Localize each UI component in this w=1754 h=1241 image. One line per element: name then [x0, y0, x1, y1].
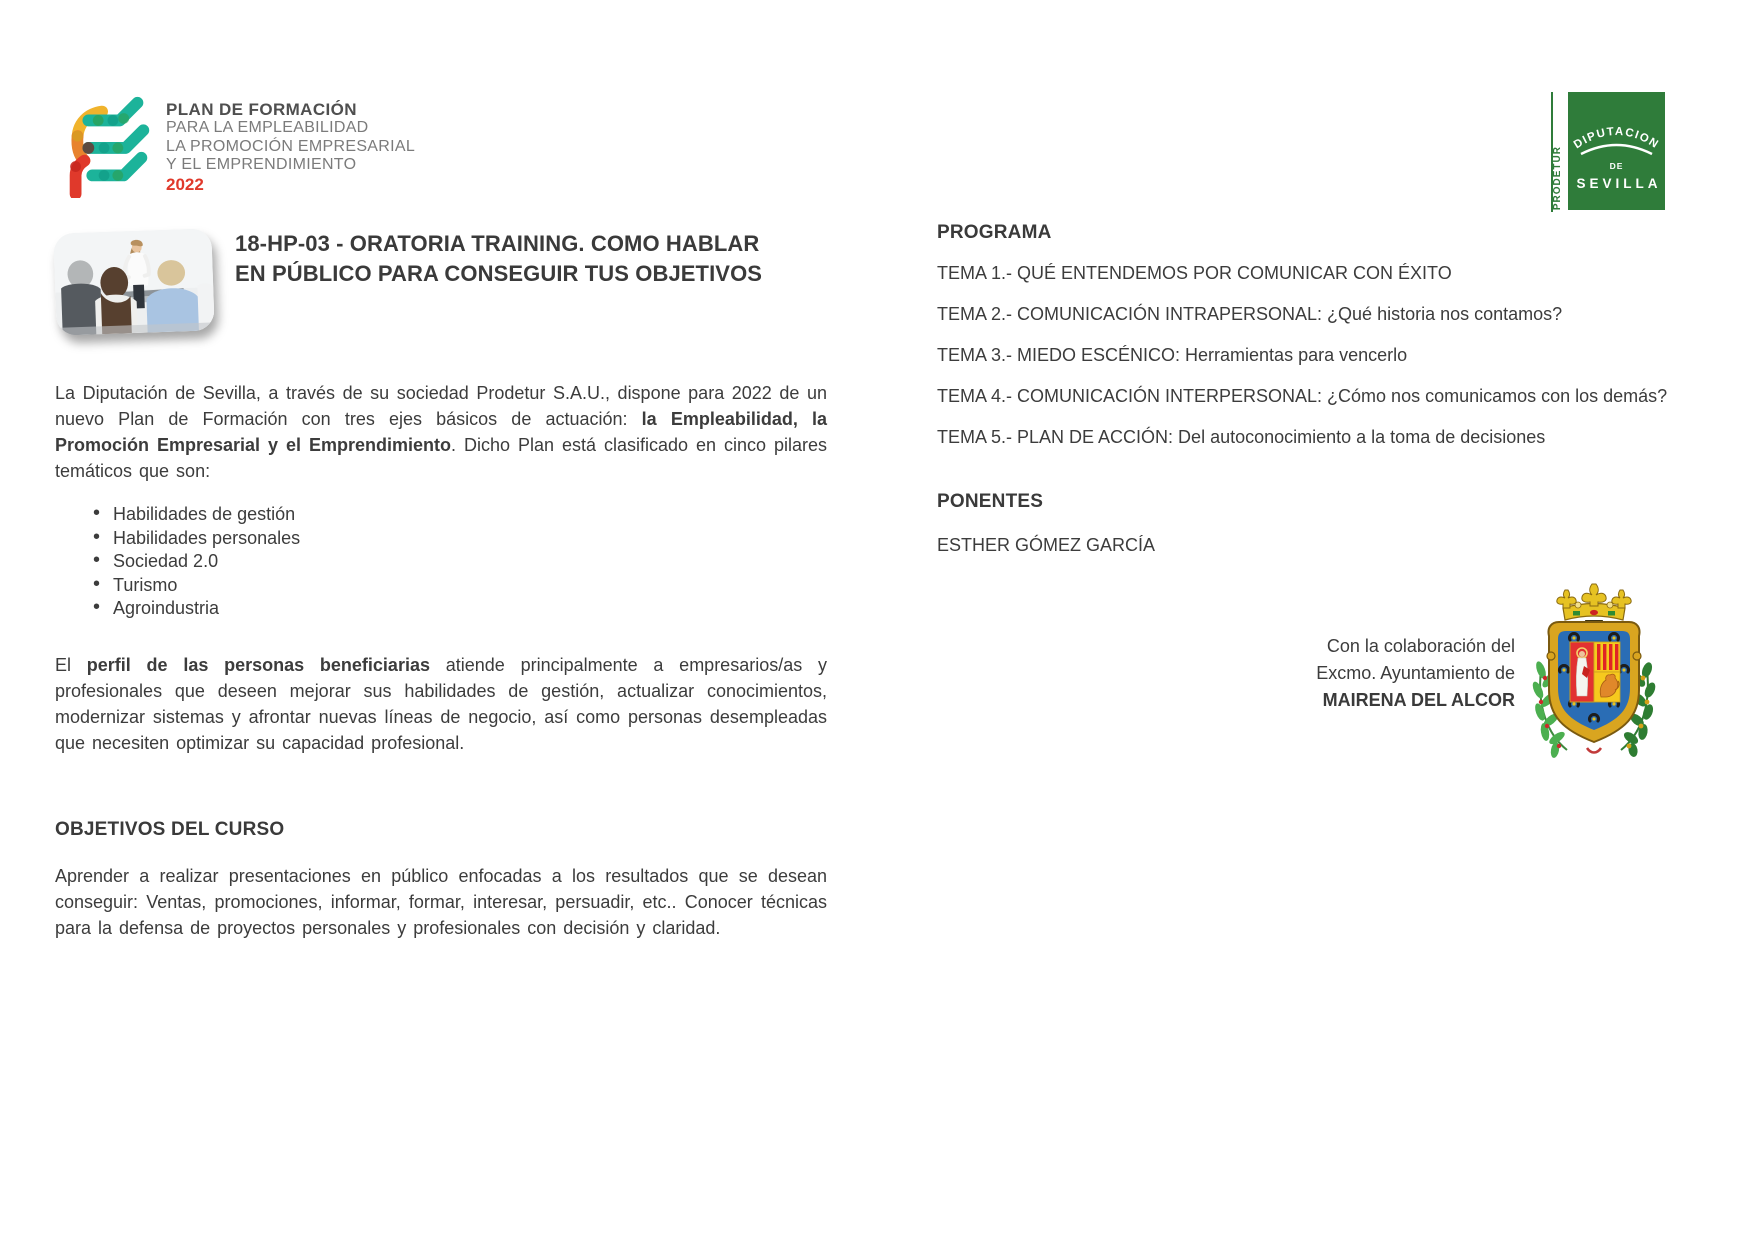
collaboration-municipality: MAIRENA DEL ALCOR	[1322, 690, 1515, 710]
tema-list	[937, 264, 1677, 447]
ponente-name: ESTHER GÓMEZ GARCÍA	[937, 535, 1156, 555]
pillar-item: • Turismo	[55, 574, 827, 598]
collaboration-line1: Con la colaboración del	[1326, 636, 1515, 656]
right-column	[937, 222, 1677, 556]
tema-item: TEMA 3.- MIEDO ESCÉNICO: Herramientas para vencerlo	[937, 345, 1408, 365]
pillar-item: • Sociedad 2.0	[55, 550, 827, 574]
pillar-item: • Agroindustria	[55, 597, 827, 621]
pillar-item: • Habilidades personales	[55, 527, 827, 551]
collaboration-line2: Excmo. Ayuntamiento de	[1316, 663, 1515, 683]
plan-formacion-logo	[58, 90, 415, 198]
coat-of-arms-icon	[1528, 578, 1660, 764]
course-title-line1: 18-HP-03 - ORATORIA TRAINING. COMO HABLAR	[235, 231, 760, 256]
profile-paragraph	[55, 652, 827, 756]
diputacion-sevilla-emblem	[1568, 92, 1665, 210]
ponentes-heading: PONENTES	[937, 491, 1044, 512]
objetivos-paragraph: Aprender a realizar presentaciones en público enfocadas a los resultados que se desean conseguir: Ventas, promociones, informar, formar, interesar, persuadir, etc.. Conocer técnicas para la defensa de proyectos personales y profesionales con decisión y claridad.	[55, 865, 827, 938]
intro-text-start: La Diputación de Sevilla, a través de su sociedad Prodetur S.A.U., dispone para 2022 de un nuevo Plan de Formación con tres ejes básicos de actuación:	[55, 383, 827, 429]
course-photo	[53, 228, 214, 335]
course-title-line2: EN PÚBLICO PARA CONSEGUIR TUS OBJETIVOS	[235, 261, 763, 286]
objetivos-heading: OBJETIVOS DEL CURSO	[55, 818, 285, 840]
profile-text-end: atiende principalmente a empresarios/as y profesionales que deseen mejorar sus habilidades de gestión, actualizar conocimientos, modernizar sistemas y afrontar nuevas líneas de negocio, así como personas desempleadas que necesiten optimizar su capacidad profesional.	[55, 654, 827, 753]
pillar-list	[55, 503, 827, 621]
prodetur-label: PRODETUR	[1552, 145, 1563, 210]
plan-logo-line2: PARA LA EMPLEABILIDAD	[166, 119, 369, 136]
diputacion-sevilla-logo	[1548, 92, 1665, 210]
intro-paragraph	[55, 380, 827, 484]
tema-item: TEMA 1.- QUÉ ENTENDEMOS POR COMUNICAR CON ÉXITO	[937, 263, 1452, 283]
mairena-del-alcor-coat-of-arms	[1528, 578, 1660, 764]
course-title	[235, 228, 762, 333]
prodetur-rail	[1548, 92, 1568, 210]
tema-item: TEMA 4.- COMUNICACIÓN INTERPERSONAL: ¿Cómo nos comunicamos con los demás?	[937, 386, 1668, 406]
plan-formacion-logo-text	[166, 90, 415, 198]
programa-heading: PROGRAMA	[937, 222, 1052, 243]
course-header	[55, 228, 827, 333]
diputacion-arc-text: DIPUTACION	[1571, 125, 1662, 152]
plan-formacion-logo-icon	[58, 90, 158, 198]
diputacion-de-text: DE	[1609, 161, 1624, 171]
intro-text-bold: la Empleabilidad, la Promoción Empresarial y el Emprendimiento	[55, 409, 828, 455]
profile-text-start: El	[55, 654, 87, 675]
intro-text-end: . Dicho Plan está clasificado en cinco pilares temáticos que son:	[55, 435, 828, 481]
diputacion-sevilla-text: SEVILLA	[1576, 176, 1662, 191]
collaboration-block	[935, 633, 1515, 714]
classroom-photo-illustration	[53, 228, 214, 335]
tema-item: TEMA 5.- PLAN DE ACCIÓN: Del autoconocimiento a la toma de decisiones	[937, 427, 1546, 447]
plan-logo-title: PLAN DE FORMACIÓN	[166, 100, 357, 119]
plan-logo-line3: LA PROMOCIÓN EMPRESARIAL	[166, 137, 416, 155]
left-column	[55, 228, 827, 941]
pillar-item: • Habilidades de gestión	[55, 503, 827, 527]
plan-logo-year: 2022	[166, 174, 204, 194]
tema-item: TEMA 2.- COMUNICACIÓN INTRAPERSONAL: ¿Qué historia nos contamos?	[937, 304, 1563, 324]
profile-text-bold: perfil de las personas beneficiarias	[86, 654, 430, 675]
plan-logo-line4: Y EL EMPRENDIMIENTO	[166, 156, 357, 173]
